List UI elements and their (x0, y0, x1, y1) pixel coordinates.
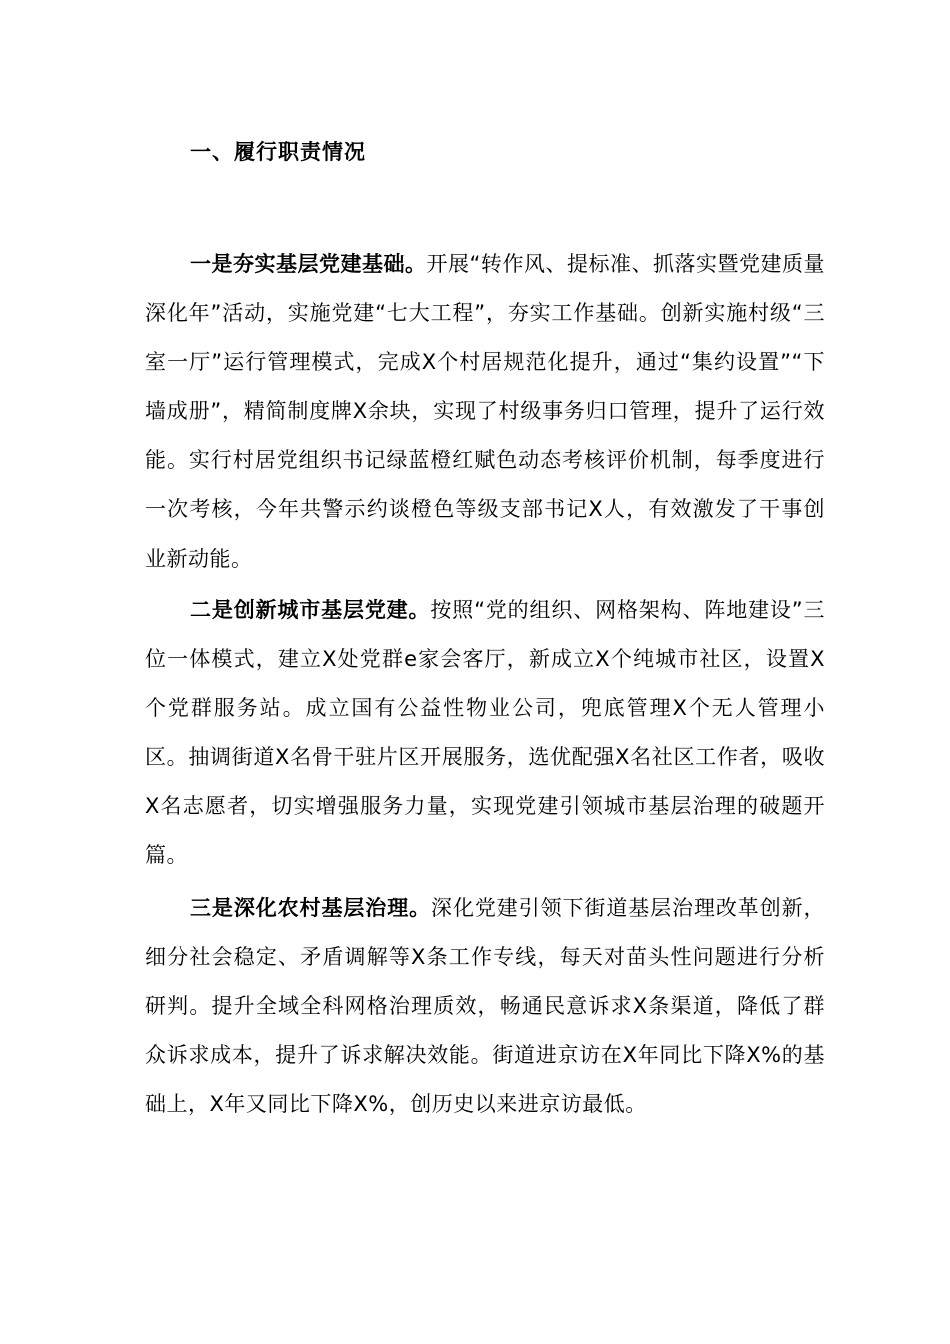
paragraph-2-lead: 二是创新城市基层党建。 (190, 598, 431, 622)
paragraph-1-lead: 一是夯实基层党建基础。 (190, 252, 427, 276)
paragraph-2 (145, 586, 825, 881)
paragraph-2-body: 按照“党的组织、网格架构、阵地建设”三位一体模式，建立X处党群e家会客厅，新成立X个纯城市社区，设置X个党群服务站。成立国有公益性物业公司，兜底管理X个无人管理小区。抽调街道X名骨干驻片区开展服务，选优配强X名社区工作者，吸收X名志愿者，切实增强服务力量，实现党建引领城市基层治理的破题开篇。 (145, 598, 826, 868)
section-heading: 一、履行职责情况 (190, 140, 366, 164)
paragraph-3-body: 深化党建引领下街道基层治理改革创新，细分社会稳定、矛盾调解等X条工作专线，每天对苗头性问题进行分析研判。提升全域全科网格治理质效，畅通民意诉求X条渠道，降低了群众诉求成本，提升了诉求解决效能。街道进京访在X年同比下降X%的基础上，X年又同比下降X%，创历史以来进京访最低。 (145, 896, 826, 1117)
paragraph-1-body: 开展“转作风、提标准、抓落实暨党建质量深化年”活动，实施党建“七大工程”，夯实工作基础。创新实施村级“三室一厅”运行管理模式，完成X个村居规范化提升，通过“集约设置”“下墙成册”，精简制度牌X余块，实现了村级事务归口管理，提升了运行效能。实行村居党组织书记绿蓝橙红赋色动态考核评价机制，每季度进行一次考核，今年共警示约谈橙色等级支部书记X人，有效激发了干事创业新动能。 (145, 252, 825, 571)
paragraph-1 (145, 240, 825, 584)
paragraph-3 (145, 884, 825, 1129)
paragraph-3-lead: 三是深化农村基层治理。 (190, 896, 432, 920)
